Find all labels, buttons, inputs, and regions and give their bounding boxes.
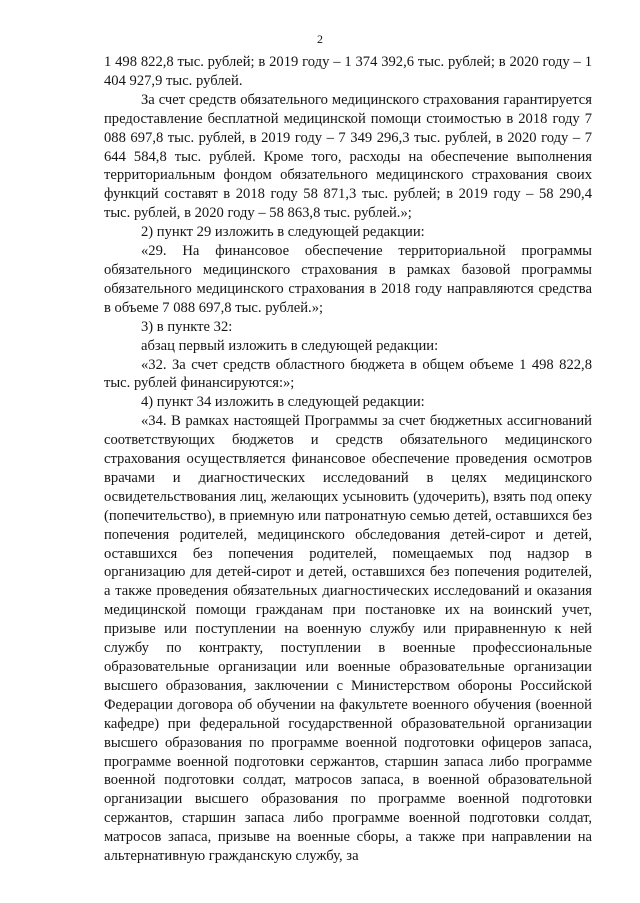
paragraph-item-2: 2) пункт 29 изложить в следующей редакции: <box>141 224 425 241</box>
page-number: 2 <box>317 32 323 46</box>
paragraph-first-subparagraph: абзац первый изложить в следующей редакции: <box>141 337 439 354</box>
paragraph-item-3: 3) в пункте 32: <box>141 318 233 335</box>
document-body <box>104 53 592 866</box>
paragraph-oms-funding: За счет средств обязательного медицинского страхования гарантируется предоставление бесплатной медицинской помощи стоимостью в 2018 году 7 088 697,8 тыс. рублей, в 2019 году – 7 349 296,3 тыс. рублей, в 2020 году – 7 644 584,8 тыс. рублей. Кроме того, расходы на обеспечение выполнения территориальным фондом обязательного медицинского страхования своих функций составят в 2018 году 58 871,3 тыс. рублей; в 2019 году – 58 290,4 тыс. рублей, в 2020 году – 58 863,8 тыс. рублей.»; <box>104 91 592 222</box>
paragraph-clause-29: «29. На финансовое обеспечение территориальной программы обязательного медицинского страхования в рамках базовой программы обязательного медицинского страхования в 2018 году направляются средства в объеме 7 088 697,8 тыс. рублей.»; <box>104 243 592 316</box>
paragraph-clause-34: «34. В рамках настоящей Программы за счет бюджетных ассигнований соответствующих бюджетов и средств обязательного медицинского страхования осуществляется финансовое обеспечение проведения осмотров врачами и диагностических исследований в целях медицинского освидетельствования лиц, желающих усыновить (удочерить), взять под опеку (попечительство), в приемную или патронатную семью детей, оставшихся без попечения родителей, медицинского обследования детей-сирот и детей, оставшихся без попечения родителей, помещаемых под надзор в организацию для детей-сирот и детей, оставшихся без попечения родителей, а также проведения обязательных диагностических исследований и оказания медицинской помощи гражданам при постановке их на воинский учет, призыве или поступлении на военную службу или приравненную к ней службу по контракту, поступлении в военные профессиональные образовательные организации или военные образовательные организации высшего образования, заключении с Министерством обороны Российской Федерации договора об обучении на факультете военного обучения (военной кафедре) при федеральной государственной образовательной организации высшего образования по программе военной подготовки офицеров запаса, программе военной подготовки сержантов, старшин запаса либо программе военной подготовки солдат, матросов запаса, в военной образовательной организации высшего образования по программе военной подготовки сержантов, старшин запаса либо программе военной подготовки солдат, матросов запаса, призыве на военные сборы, а также при направлении на альтернативную гражданскую службу, за <box>104 413 592 865</box>
paragraph-item-4: 4) пункт 34 изложить в следующей редакции: <box>141 394 425 411</box>
paragraph-continuation: 1 498 822,8 тыс. рублей; в 2019 году – 1 374 392,6 тыс. рублей; в 2020 году – 1 404 927,9 тыс. рублей. <box>104 54 592 89</box>
paragraph-clause-32: «32. За счет средств областного бюджета в общем объеме 1 498 822,8 тыс. рублей финансируются:»; <box>104 356 592 392</box>
